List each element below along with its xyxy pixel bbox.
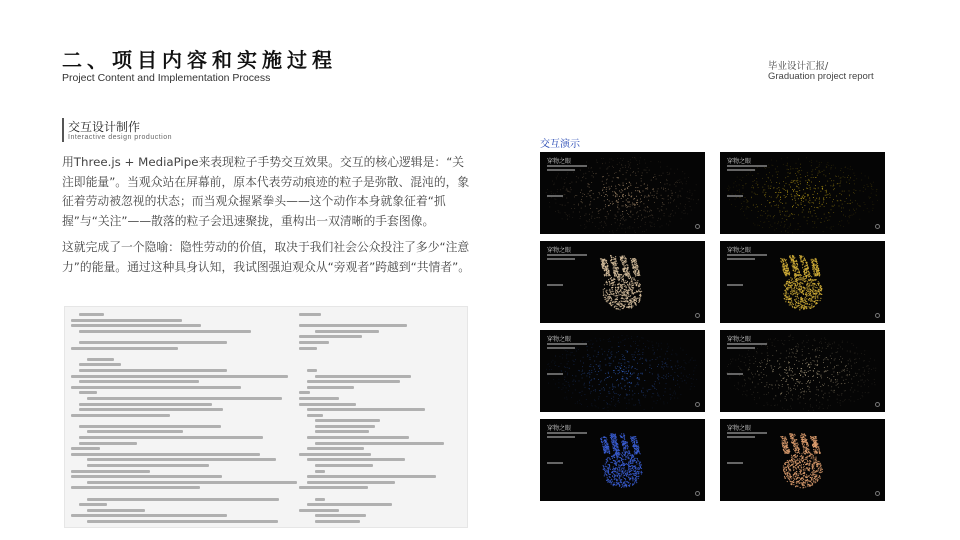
demo-thumbnail	[540, 330, 705, 412]
demo-thumbnail-title: 穿物之眼	[727, 158, 752, 165]
code-line	[79, 391, 97, 394]
thumb-ui-line	[727, 169, 755, 171]
demo-thumbnail-title: 穿物之眼	[727, 247, 752, 254]
code-line	[87, 464, 209, 467]
settings-icon	[875, 402, 880, 407]
section-bar	[62, 118, 64, 142]
thumb-ui-line	[547, 373, 563, 375]
code-line	[71, 324, 201, 327]
code-line	[87, 458, 276, 461]
code-line	[307, 436, 409, 439]
code-line	[71, 414, 170, 417]
code-line	[315, 470, 325, 473]
thumb-ui-line	[727, 258, 755, 260]
demo-thumbnail-title: 穿物之眼	[727, 336, 752, 343]
code-line	[87, 498, 279, 501]
code-line	[315, 419, 380, 422]
code-line	[79, 442, 137, 445]
code-line	[299, 313, 321, 316]
code-line	[315, 442, 444, 445]
code-line	[307, 386, 354, 389]
thumb-ui-line	[547, 195, 563, 197]
thumb-ui-line	[727, 195, 743, 197]
code-line	[299, 335, 362, 338]
code-line	[79, 403, 212, 406]
demo-label: 交互演示	[540, 139, 580, 150]
code-screenshot	[64, 306, 468, 528]
thumb-ui-line	[727, 373, 743, 375]
demo-thumbnail	[720, 152, 885, 234]
code-line	[87, 509, 145, 512]
code-line	[87, 520, 278, 523]
code-line	[315, 425, 375, 428]
thumb-ui-line	[727, 284, 743, 286]
code-line	[299, 324, 407, 327]
demo-thumbnail-title: 穿物之眼	[727, 425, 752, 432]
thumb-ui-line	[547, 258, 575, 260]
settings-icon	[695, 313, 700, 318]
report-label-cn: 毕业设计汇报/	[768, 61, 829, 72]
thumb-ui-line	[547, 347, 575, 349]
code-line	[315, 430, 369, 433]
thumb-ui-line	[547, 165, 587, 167]
paragraph-1: 用Three.js + MediaPipe来表现粒子手势交互效果。交互的核心逻辑是：“关注即能量”。当观众站在屏幕前，原本代表劳动痕迹的粒子是弥散、混沌的，象征着劳动被忽视的状态；而当观众握紧拳头——这个动作本身就象征着“抓握”与“关注”——散落的粒子会迅速聚拢，重构出一双清晰的手套图像。	[62, 155, 470, 228]
demo-thumbnail-title: 穿物之眼	[547, 336, 572, 343]
thumb-ui-line	[547, 432, 587, 434]
code-line	[71, 486, 200, 489]
code-line	[315, 514, 366, 517]
thumb-ui-line	[727, 165, 767, 167]
code-line	[71, 470, 150, 473]
page-subtitle: Project Content and Implementation Process	[62, 72, 271, 84]
code-line	[79, 380, 199, 383]
code-column-right	[299, 313, 463, 523]
code-line	[307, 475, 436, 478]
thumb-ui-line	[547, 284, 563, 286]
code-line	[71, 319, 182, 322]
thumb-ui-line	[547, 254, 587, 256]
code-line	[87, 481, 297, 484]
code-line	[87, 397, 282, 400]
demo-thumbnail-title: 穿物之眼	[547, 425, 572, 432]
code-line	[315, 464, 373, 467]
code-line	[71, 514, 227, 517]
code-line	[307, 503, 392, 506]
settings-icon	[875, 491, 880, 496]
page-title: 二、项目内容和实施过程	[62, 48, 337, 72]
section-subtitle: Interactive design production	[68, 134, 172, 141]
settings-icon	[695, 402, 700, 407]
settings-icon	[875, 224, 880, 229]
code-line	[299, 403, 356, 406]
code-line	[299, 397, 339, 400]
thumb-ui-line	[547, 343, 587, 345]
code-line	[79, 436, 263, 439]
code-line	[71, 375, 288, 378]
code-line	[315, 520, 360, 523]
code-line	[79, 363, 121, 366]
code-line	[315, 375, 411, 378]
code-line	[79, 341, 227, 344]
code-line	[299, 486, 368, 489]
code-line	[299, 341, 329, 344]
code-line	[299, 509, 339, 512]
code-line	[71, 347, 178, 350]
code-line	[79, 503, 107, 506]
demo-thumbnail	[540, 419, 705, 501]
demo-thumbnail	[720, 330, 885, 412]
settings-icon	[875, 313, 880, 318]
code-line	[79, 313, 104, 316]
thumb-ui-line	[727, 432, 767, 434]
code-line	[307, 447, 364, 450]
thumb-ui-line	[727, 343, 767, 345]
demo-thumbnail-title: 穿物之眼	[547, 158, 572, 165]
thumb-ui-line	[727, 347, 755, 349]
code-line	[307, 369, 317, 372]
code-line	[299, 347, 317, 350]
thumb-ui-line	[547, 462, 563, 464]
code-line	[71, 475, 222, 478]
paragraph-2: 这就完成了一个隐喻：隐性劳动的价值，取决于我们社会公众投注了多少“注意力”的能量。通过这种具身认知，我试图强迫观众从“旁观者”跨越到“共情者”。	[62, 240, 471, 274]
code-line	[79, 408, 223, 411]
code-line	[315, 330, 379, 333]
demo-thumbnail	[540, 152, 705, 234]
thumb-ui-line	[547, 436, 575, 438]
code-line	[299, 391, 310, 394]
code-line	[79, 369, 227, 372]
code-line	[307, 458, 405, 461]
code-column-left	[71, 313, 299, 523]
code-line	[87, 430, 183, 433]
code-line	[315, 498, 325, 501]
code-line	[79, 425, 221, 428]
code-line	[307, 408, 425, 411]
thumb-ui-line	[727, 254, 767, 256]
thumb-ui-line	[727, 462, 743, 464]
thumb-ui-line	[727, 436, 755, 438]
code-line	[307, 481, 395, 484]
code-line	[307, 380, 400, 383]
demo-thumbnail	[540, 241, 705, 323]
code-line	[71, 386, 241, 389]
code-line	[299, 453, 371, 456]
settings-icon	[695, 224, 700, 229]
thumb-ui-line	[547, 169, 575, 171]
demo-thumbnail	[720, 241, 885, 323]
code-line	[79, 330, 251, 333]
section-title: 交互设计制作	[68, 120, 141, 134]
code-line	[71, 447, 100, 450]
report-label-en: Graduation project report	[768, 71, 874, 82]
code-line	[71, 453, 260, 456]
demo-thumbnail-title: 穿物之眼	[547, 247, 572, 254]
code-line	[87, 358, 114, 361]
settings-icon	[695, 491, 700, 496]
code-line	[307, 414, 323, 417]
demo-thumbnail	[720, 419, 885, 501]
